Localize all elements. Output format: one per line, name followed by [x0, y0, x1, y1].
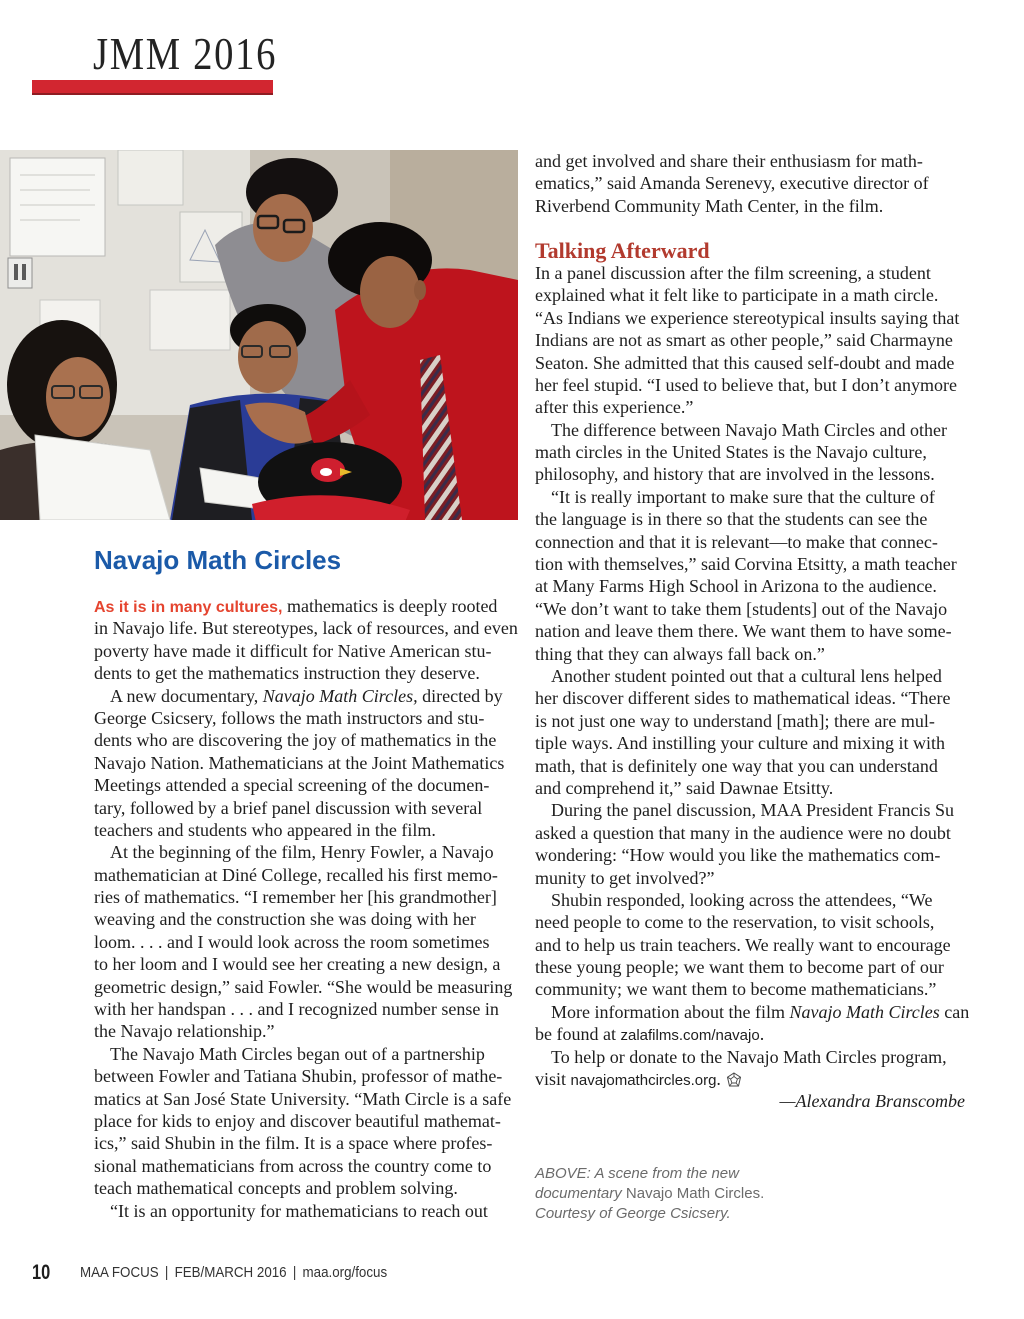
body-text-line: dents who are discovering the joy of mathematics in the [94, 730, 497, 751]
subhead-talking-afterward: Talking Afterward [535, 237, 710, 263]
body-text-line: at Many Farms High School in Arizona to the audience. [535, 576, 937, 597]
polyhedron-end-mark-icon [726, 1072, 742, 1088]
body-text-line: and comprehend it,” said Dawnae Etsitty. [535, 777, 834, 798]
body-text-line: these young people; we want them to become part of our [535, 957, 944, 978]
photo-caption [535, 1164, 965, 1224]
page-number: 10 [32, 1261, 51, 1284]
body-text-line: and get involved and share their enthusiasm for math- [535, 151, 923, 171]
body-text-line: dents to get the mathematics instruction they deserve. [94, 663, 480, 684]
body-text-line: tary, followed by a brief panel discussion with several [94, 797, 483, 818]
body-text-line: matics at San José State University. “Math Circle is a safe [94, 1088, 512, 1109]
body-text-line: Shubin responded, looking across the attendees, “We [551, 889, 933, 910]
body-text-line: The difference between Navajo Math Circles and other [551, 419, 947, 440]
body-text-line: wondering: “How would you like the mathematics com- [535, 845, 941, 866]
body-text-line: Another student pointed out that a cultural lens helped [551, 665, 942, 686]
right-text-column [535, 150, 970, 1113]
body-text-line: between Fowler and Tatiana Shubin, professor of mathe- [94, 1066, 503, 1087]
body-text-line: weaving and the construction she was doing with her [94, 909, 476, 930]
section-header-title: JMM 2016 [93, 28, 278, 79]
body-text-line: In a panel discussion after the film screening, a student [535, 262, 931, 283]
body-text-line [94, 595, 524, 617]
body-text-segment: be found at [535, 1024, 621, 1045]
body-text-line: philosophy, and history that are involved in the lessons. [535, 464, 935, 485]
body-text-line: George Csicsery, follows the math instructors and stu- [94, 707, 485, 728]
footer-separator: | [292, 1264, 297, 1281]
body-text-line: The Navajo Math Circles began out of a partnership [110, 1043, 485, 1064]
zalafilms-url-text: zalafilms.com/navajo [620, 1027, 760, 1045]
body-text-line: Riverbend Community Math Center, in the film. [535, 195, 884, 216]
caption-segment: documentary [535, 1185, 626, 1202]
classroom-scene-photo [0, 150, 518, 520]
body-text-line: the Navajo relationship.” [94, 1021, 275, 1042]
lead-in-text: As it is in many cultures, [94, 599, 283, 616]
body-text-line: loom. . . . and I would look across the room sometimes [94, 931, 490, 952]
body-text-line: with her handspan . . . and I recognized number sense in [94, 999, 499, 1020]
body-text-line: “We don’t want to take them [students] out of the Navajo [535, 598, 948, 619]
footer-magazine-name: MAA FOCUS [80, 1264, 159, 1281]
body-text-segment: More information about the film [551, 1001, 790, 1022]
caption-line: ABOVE: A scene from the new [535, 1165, 739, 1182]
film-title-italic: Navajo Math Circles [789, 1001, 940, 1022]
navajomathcircles-url-text: navajomathcircles.org [570, 1072, 717, 1090]
body-text-segment: directed by [417, 685, 503, 706]
body-text-line: tiple ways. And instilling your culture and mixing it with [535, 733, 945, 754]
body-text-line [535, 1068, 965, 1090]
body-text-line: sional mathematicians from across the country come to [94, 1155, 492, 1176]
caption-line [535, 1184, 965, 1204]
body-text-line: Meetings attended a special screening of the documen- [94, 775, 490, 796]
body-text-line: math, that is definitely one way that you can understand [535, 755, 938, 776]
body-text-line: ematics,” said Amanda Serenevy, executive director of [535, 173, 929, 194]
body-text-line: During the panel discussion, MAA President Francis Su [551, 800, 954, 821]
body-text-segment: A new documentary, [110, 685, 263, 706]
body-text-line: asked a question that many in the audience were no doubt [535, 822, 951, 843]
body-text-line: her discover different sides to mathematical ideas. “There [535, 688, 951, 709]
body-text-line: tion with themselves,” said Corvina Etsitty, a math teacher [535, 554, 957, 575]
body-text-segment: mathematics is deeply rooted [282, 596, 498, 616]
body-text-line: poverty have made it difficult for Native American stu- [94, 640, 492, 661]
article-title: Navajo Math Circles [94, 545, 342, 575]
body-text-line: and to help us train teachers. We really want to encourage [535, 934, 951, 955]
body-text-line: “It is an opportunity for mathematicians to reach out [110, 1200, 488, 1221]
body-text-line: nation and leave them there. We want them to have some- [535, 621, 952, 642]
left-text-column [94, 595, 524, 1222]
body-text-line: geometric design,” said Fowler. “She would be measuring [94, 976, 513, 997]
body-text-line: Indians are not as smart as other people,” said Charmayne [535, 330, 953, 351]
body-text-line: thing that they can always fall back on.” [535, 643, 825, 664]
body-text-line: her feel stupid. “I used to believe that, but I don’t anymore [535, 374, 958, 395]
body-text-line: ics,” said Shubin in the film. It is a space where profes- [94, 1133, 493, 1154]
body-text-line: teachers and students who appeared in the film. [94, 819, 436, 840]
header-red-bar [32, 80, 273, 95]
body-text-line [535, 1001, 970, 1023]
body-text-line: teach mathematical concepts and problem solving. [94, 1178, 458, 1199]
body-text-line: to her loom and I would see her creating a new design, a [94, 954, 501, 975]
body-text-line: math circles in the United States is the Navajo culture, [535, 442, 927, 463]
caption-film-title: Navajo Math Circles. [625, 1185, 765, 1202]
body-text-line: after this experience.” [535, 397, 694, 418]
body-text-line: explained what it felt like to participate in a math circle. [535, 285, 939, 306]
body-text-line: community; we want them to become mathematicians.” [535, 979, 937, 1000]
footer-publication-info [80, 1264, 387, 1282]
body-text-segment: visit [535, 1069, 571, 1090]
body-text-line: connection and that it is relevant—to make that connec- [535, 531, 938, 552]
body-text-line: the language is in there so that the students can see the [535, 509, 928, 530]
body-text-segment: can [939, 1001, 970, 1022]
footer-website: maa.org/focus [302, 1264, 388, 1281]
body-text-line [94, 685, 524, 707]
body-text-line: place for kids to enjoy and discover beautiful mathemat- [94, 1110, 501, 1131]
body-text-segment: . [759, 1024, 765, 1045]
body-text-line: in Navajo life. But stereotypes, lack of resources, and even [94, 618, 518, 639]
body-text-line: To help or donate to the Navajo Math Circles program, [551, 1046, 947, 1067]
body-text-line: “It is really important to make sure that the culture of [551, 486, 935, 507]
caption-line: Courtesy of George Csicsery. [535, 1205, 731, 1222]
article-photo [0, 150, 518, 520]
body-text-line: is not just one way to understand [math]; there are mul- [535, 710, 935, 731]
body-text-segment: . [716, 1069, 721, 1090]
body-text-line: munity to get involved?” [535, 867, 715, 888]
footer-separator: | [164, 1264, 169, 1281]
body-text-line: need people to come to the reservation, to visit schools, [535, 912, 935, 933]
body-text-line: At the beginning of the film, Henry Fowler, a Navajo [110, 842, 494, 863]
article-byline: —Alexandra Branscombe [779, 1091, 965, 1112]
body-text-line: “As Indians we experience stereotypical insults saying that [535, 307, 960, 328]
film-title-italic: Navajo Math Circles, [262, 685, 418, 706]
body-text-line: Seaton. She admitted that this caused self-doubt and made [535, 352, 955, 373]
footer-issue-date: FEB/MARCH 2016 [174, 1264, 287, 1281]
blank-line-spacer [535, 217, 965, 239]
light-switch-plates [8, 258, 32, 288]
body-text-line: Navajo Nation. Mathematicians at the Joint Mathematics [94, 752, 505, 773]
body-text-line: mathematician at Diné College, recalled his first memo- [94, 864, 498, 885]
body-text-line: ries of mathematics. “I remember her [his grandmother] [94, 887, 497, 908]
body-text-line [535, 1023, 965, 1045]
